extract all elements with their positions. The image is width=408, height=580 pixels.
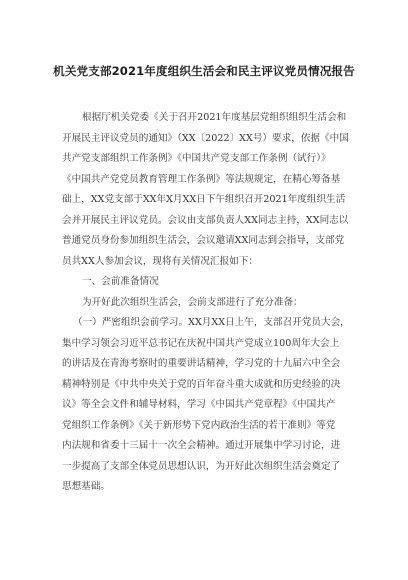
paragraph-line: 础上，XX党支部于XX年X月XX日下午组织召开2021年度组织生活	[62, 194, 346, 205]
section-heading: 一、会前准备情况	[82, 276, 159, 287]
paragraph-line: 的讲话及在青海考察时的重要讲话精神，学习党的十九届六中全会	[62, 358, 341, 369]
paragraph-line: 根据厅机关党委《关于召开2021年度基层党组织组织生活会和	[82, 112, 347, 123]
paragraph-line: 议》等全会文件和辅导材料，学习《中国共产党章程》《中国共产	[62, 399, 336, 410]
paragraph-line: 普通党员身份参加组织生活会，会议邀请XX同志到会指导，支部党	[62, 235, 345, 246]
paragraph-line: 集中学习领会习近平总书记在庆祝中国共产党成立100周年大会上	[62, 337, 340, 349]
paragraph-line: 思想基础。	[62, 481, 110, 492]
subsection-heading-line: （一）严密组织会前学习。XX月XX日上午，支部召开党员大会，	[73, 317, 350, 328]
document-body	[62, 108, 362, 498]
paragraph-line: 开展民主评议党员的通知》（XX〔2022〕XX号）要求，依据《中国	[62, 132, 349, 144]
paragraph-line: 内法规和省委十三届十一次全会精神。通过开展集中学习讨论，进	[62, 440, 341, 451]
paragraph-line: 会并开展民主评议党员。会议由支部负责人XX同志主持，XX同志以	[62, 214, 349, 226]
document-title: 机关党支部2021年度组织生活会和民主评议党员情况报告	[53, 64, 355, 78]
paragraph-line: 一步提高了支部全体党员思想认识，为开好此次组织生活会奠定了	[62, 460, 341, 472]
paragraph-line: 《中国共产党党员教育管理工作条例》等法规规定，在精心筹备基	[62, 173, 341, 185]
paragraph-line: 为开好此次组织生活会，会前支部进行了充分准备：	[82, 296, 303, 308]
paragraph-line: 员共XX人参加会议，现将有关情况汇报如下：	[62, 255, 258, 267]
paragraph-line: 精神特别是《中共中央关于党的百年奋斗重大成就和历史经验的决	[62, 378, 341, 390]
paragraph-line: 共产党支部组织工作条例》《中国共产党支部工作条例（试行）》	[62, 153, 331, 164]
paragraph-line: 党组织工作条例》《关于新形势下党内政治生活的若干准则》等党	[62, 419, 336, 431]
